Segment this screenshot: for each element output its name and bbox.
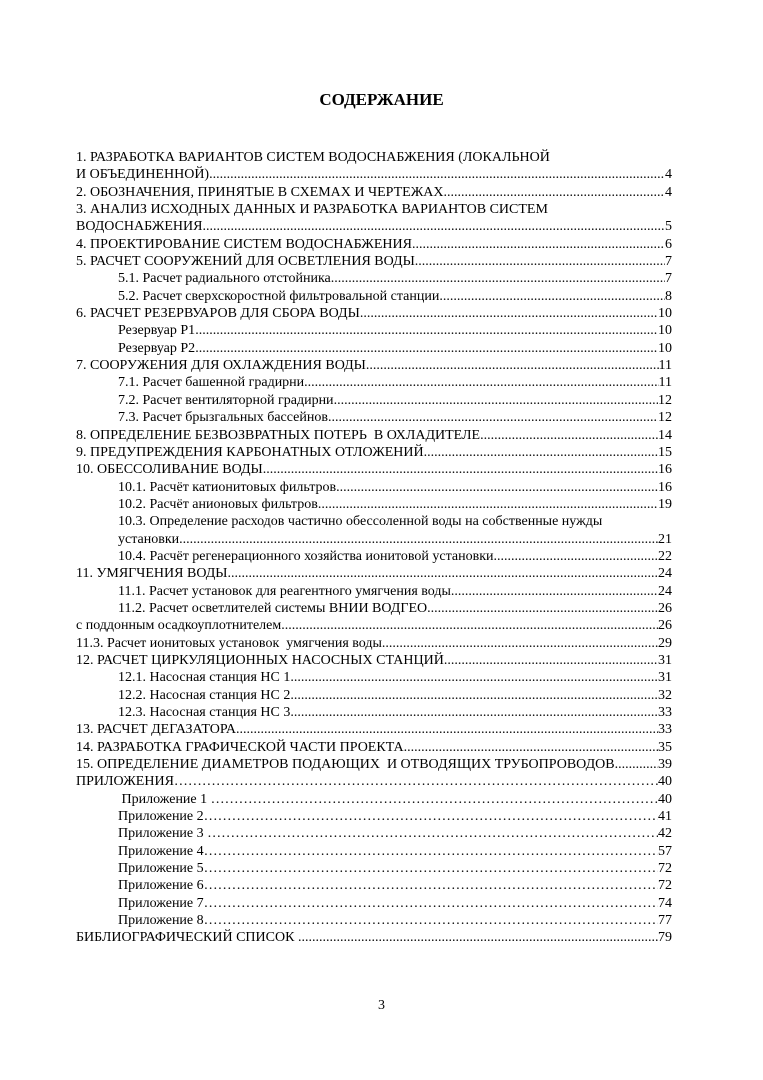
toc-entry[interactable] [76,565,672,582]
toc-entry-page: 10 [658,306,672,322]
toc-entry-page: 10 [658,323,672,339]
dot-leader [290,704,658,721]
toc-entry-page: 4 [665,184,672,200]
dot-leader [204,860,658,877]
toc-entry[interactable] [76,652,672,669]
toc-entry-page: 29 [658,635,672,651]
toc-entry-title: 10.2. Расчёт анионовых фильтров [118,496,318,512]
toc-entry-page: 32 [658,687,672,703]
toc-entry[interactable] [76,721,672,738]
dot-leader [203,218,666,235]
toc-entry[interactable] [76,392,672,409]
dot-leader [382,635,658,652]
dot-leader [195,340,658,357]
dot-leader [412,236,665,253]
dot-leader [204,808,658,825]
toc-entry-title: 10. ОБЕССОЛИВАНИЕ ВОДЫ [76,462,263,478]
toc-entry[interactable] [76,340,672,357]
dot-leader [444,652,658,669]
toc-entry[interactable] [76,860,672,877]
toc-entry[interactable] [76,756,672,773]
toc-entry-page: 19 [658,496,672,512]
toc-entry[interactable] [76,825,672,842]
dot-leader [615,756,658,773]
dot-leader [415,253,665,270]
toc-entry-title: Резервуар Р2 [118,340,196,356]
toc-entry-page: 15 [658,444,672,460]
dot-leader [211,791,658,808]
dot-leader [204,895,658,912]
toc-entry[interactable] [76,513,672,548]
toc-entry[interactable] [76,236,672,253]
toc-entry-title: 8. ОПРЕДЕЛЕНИЕ БЕЗВОЗВРАТНЫХ ПОТЕРЬ В ОХЛАДИТЕЛЕ [76,427,481,443]
toc-entry-title: 5.1. Расчет радиального отстойника [118,271,331,287]
toc-entry-title: Приложение 5 [118,861,204,877]
toc-entry-page: 31 [658,652,672,668]
toc-entry-page: 22 [658,548,672,564]
toc-entry-title: 7. СООРУЖЕНИЯ ДЛЯ ОХЛАЖДЕНИЯ ВОДЫ [76,358,366,374]
toc-entry-title: 4. ПРОЕКТИРОВАНИЕ СИСТЕМ ВОДОСНАБЖЕНИЯ [76,236,412,252]
dot-leader [334,392,658,409]
toc-entry-title: 6. РАСЧЕТ РЕЗЕРВУАРОВ ДЛЯ СБОРА ВОДЫ [76,306,360,322]
toc-entry[interactable] [76,617,672,634]
toc-entry-page: 8 [665,288,672,304]
toc-entry-page: 7 [665,254,672,270]
toc-entry-title: 2. ОБОЗНАЧЕНИЯ, ПРИНЯТЫЕ В СХЕМАХ И ЧЕРТЕЖАХ [76,184,444,200]
toc-entry-title: 11. УМЯГЧЕНИЯ ВОДЫ [76,566,228,582]
toc-entry-page: 24 [658,583,672,599]
toc-entry[interactable] [76,270,672,287]
toc-entry[interactable] [76,704,672,721]
dot-leader [281,617,658,634]
toc-entry[interactable] [76,739,672,756]
dot-leader [318,496,658,513]
toc-entry-page: 21 [658,531,672,547]
toc-entry-page: 35 [658,739,672,755]
toc-entry[interactable] [76,305,672,322]
toc-entry-title-line: 3. АНАЛИЗ ИСХОДНЫХ ДАННЫХ И РАЗРАБОТКА ВАРИАНТОВ СИСТЕМ [76,202,548,218]
dot-leader [404,739,658,756]
toc-entry-title: 9. ПРЕДУПРЕЖДЕНИЯ КАРБОНАТНЫХ ОТЛОЖЕНИЙ [76,444,424,460]
toc-entry[interactable] [76,288,672,305]
toc-entry-page: 7 [665,271,672,287]
toc-entry[interactable] [76,669,672,686]
toc-entry-page: 26 [658,600,672,616]
toc-entry[interactable] [76,184,672,201]
toc-entry-page: 41 [658,809,672,825]
toc-entry-title: Приложение 8 [118,913,204,929]
toc-entry-title: 12.1. Насосная станция НС 1 [118,670,291,686]
toc-entry-title: 11.1. Расчет установок для реагентного умягчения воды [118,583,451,599]
dot-leader [480,427,658,444]
toc-entry[interactable] [76,479,672,496]
toc-entry-title: 5.2. Расчет сверхскоростной фильтровальной станции [118,288,440,304]
dot-leader [207,825,658,842]
toc-entry-title: Приложение 3 [118,826,208,842]
toc-entry[interactable] [76,791,672,808]
dot-leader [439,288,665,305]
dot-leader [290,687,658,704]
toc-entry-page: 77 [658,913,672,929]
toc-entry-page: 31 [658,670,672,686]
toc-entry-title: установки [118,531,180,547]
toc-entry[interactable] [76,600,672,617]
dot-leader [179,531,658,548]
dot-leader [304,374,658,391]
toc-entry[interactable] [76,461,672,478]
toc-entry-title: 7.2. Расчет вентиляторной градирни [118,392,334,408]
page-number: 3 [378,998,385,1013]
toc-entry-page: 16 [658,479,672,495]
toc-entry-page: 10 [658,340,672,356]
dot-leader [174,773,658,790]
dot-leader [263,461,658,478]
dot-leader [204,843,658,860]
toc-entry-title: ПРИЛОЖЕНИЯ [76,774,174,790]
toc-entry-title-line: 1. РАЗРАБОТКА ВАРИАНТОВ СИСТЕМ ВОДОСНАБЖЕНИЯ (ЛОКАЛЬНОЙ [76,150,550,165]
toc-entry[interactable] [76,374,672,391]
toc-entry[interactable] [76,912,672,929]
toc-entry-page: 39 [658,757,672,773]
toc-entry-title: 11.3. Расчет ионитовых установок умягчения воды [76,635,382,651]
dot-leader [360,305,658,322]
toc-entry[interactable] [76,687,672,704]
toc-entry-page: 79 [658,930,672,946]
toc-entry[interactable] [76,253,672,270]
toc-entry-page: 5 [665,219,672,235]
dot-leader [204,877,658,894]
toc-entry-page: 11 [658,358,672,374]
toc-entry[interactable] [76,496,672,513]
toc-entry-title: 13. РАСЧЕТ ДЕГАЗАТОРА [76,722,237,738]
toc-entry-page: 4 [665,167,672,183]
toc-entry[interactable] [76,322,672,339]
toc-entry-title: И ОБЪЕДИНЕННОЙ) [76,167,210,183]
toc-entry-title: 12. РАСЧЕТ ЦИРКУЛЯЦИОННЫХ НАСОСНЫХ СТАНЦИЙ [76,652,444,668]
toc-entry[interactable] [76,808,672,825]
toc-entry-page: 33 [658,722,672,738]
toc-entry-page: 24 [658,566,672,582]
toc-entry-page: 12 [658,392,672,408]
toc-entry-title: 14. РАЗРАБОТКА ГРАФИЧЕСКОЙ ЧАСТИ ПРОЕКТА [76,739,404,755]
dot-leader [427,600,658,617]
toc-entry-page: 14 [658,427,672,443]
toc-entry[interactable] [76,149,672,184]
dot-leader [424,444,658,461]
toc-entry-title: с поддонным осадкоуплотнителем [76,618,282,634]
toc-entry[interactable] [76,409,672,426]
dot-leader [443,184,665,201]
toc-entry-title: 12.2. Насосная станция НС 2 [118,687,291,703]
toc-entry-title: 10.4. Расчёт регенерационного хозяйства ионитовой установки [118,548,494,564]
toc-entry-title: 12.3. Насосная станция НС 3 [118,705,291,720]
toc-entry-page: 72 [658,861,672,877]
toc-entry-title: 7.3. Расчет брызгальных бассейнов [118,410,328,426]
dot-leader [328,409,658,426]
toc-entry-page: 57 [658,843,672,859]
toc-entry[interactable] [76,427,672,444]
toc-entry[interactable] [76,201,672,236]
dot-leader [451,583,658,600]
dot-leader [195,322,658,339]
toc-entry-title: 15. ОПРЕДЕЛЕНИЕ ДИАМЕТРОВ ПОДАЮЩИХ И ОТВОДЯЩИХ ТРУБОПРОВОДОВ [76,757,615,773]
toc-entry-title: Приложение 1 [118,791,211,807]
toc-entry-page: 72 [658,878,672,894]
toc-entry-title: Приложение 4 [118,843,204,859]
dot-leader [336,479,658,496]
toc-entry-page: 40 [658,791,672,807]
dot-leader [209,166,665,183]
toc-entry-title-line: 10.3. Определение расходов частично обессоленной воды на собственные нужды [118,514,603,530]
toc-entry[interactable] [76,773,672,790]
toc-entry-title: Приложение 2 [118,809,204,825]
toc-entry[interactable] [76,635,672,652]
dot-leader [204,912,658,929]
toc-entry[interactable] [76,548,672,565]
toc-entry[interactable] [76,895,672,912]
toc-entry-title: 11.2. Расчет осветлителей системы ВНИИ ВОДГЕО [118,600,428,616]
toc-entry-page: 11 [658,375,672,391]
toc-entry[interactable] [76,444,672,461]
toc-entry-page: 33 [658,705,672,720]
dot-leader [331,270,665,287]
toc-entry[interactable] [76,357,672,374]
table-of-contents [76,149,672,947]
toc-entry-title: 5. РАСЧЕТ СООРУЖЕНИЙ ДЛЯ ОСВЕТЛЕНИЯ ВОДЫ [76,254,415,270]
dot-leader [298,929,658,946]
toc-entry[interactable] [76,929,672,946]
dot-leader [366,357,659,374]
toc-entry-title: 7.1. Расчет башенной градирни [118,375,305,391]
dot-leader [494,548,658,565]
dot-leader [290,669,658,686]
dot-leader [236,721,658,738]
toc-entry-title: БИБЛИОГРАФИЧЕСКИЙ СПИСОК [76,930,298,946]
toc-entry-page: 12 [658,410,672,426]
toc-entry[interactable] [76,877,672,894]
toc-entry-page: 42 [658,826,672,842]
toc-entry-title: 10.1. Расчёт катионитовых фильтров [118,479,337,495]
dot-leader [228,565,659,582]
toc-entry-page: 74 [658,895,672,911]
page-title: СОДЕРЖАНИЕ [319,90,444,109]
toc-entry-title: ВОДОСНАБЖЕНИЯ [76,219,203,235]
toc-entry[interactable] [76,843,672,860]
toc-entry-title: Резервуар Р1 [118,323,196,339]
toc-entry-page: 16 [658,462,672,478]
toc-entry-title: Приложение 6 [118,878,204,894]
toc-entry[interactable] [76,583,672,600]
toc-entry-title: Приложение 7 [118,895,204,911]
toc-entry-page: 26 [658,618,672,634]
toc-entry-page: 6 [665,236,672,252]
toc-entry-page: 40 [658,774,672,790]
